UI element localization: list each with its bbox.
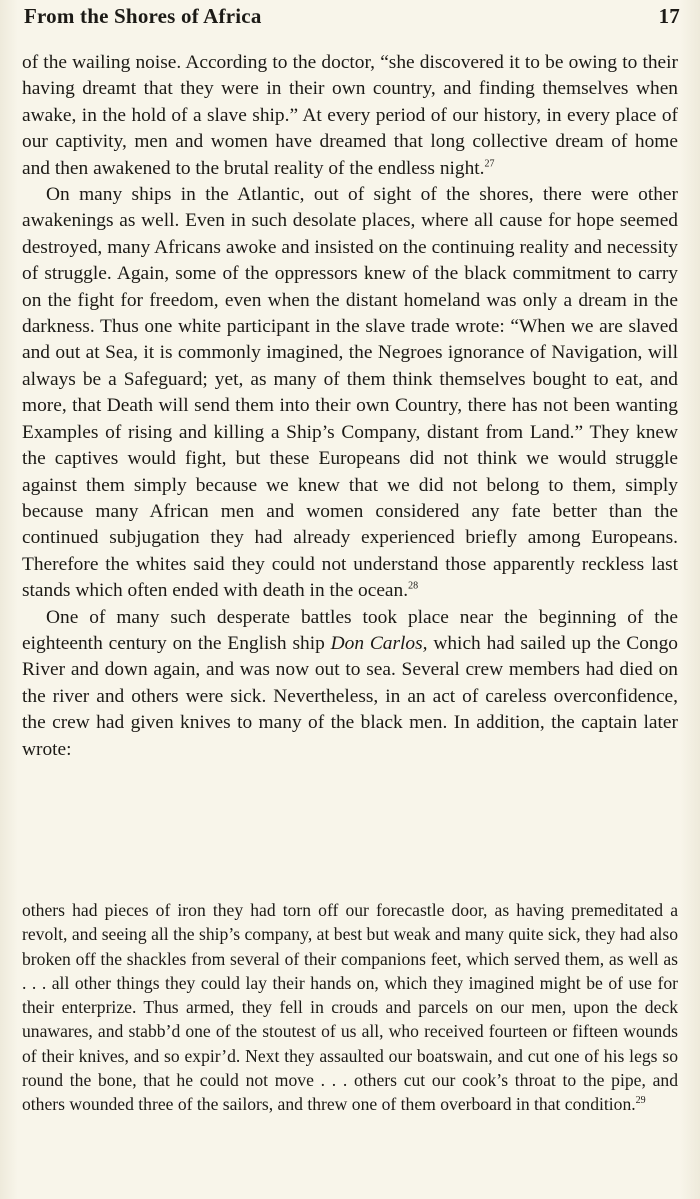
paragraph xyxy=(22,605,678,763)
paragraph-continuation xyxy=(22,50,678,182)
paragraph-text: which had sailed up the Congo River and down again, and was now out to sea. Several crew members had died on the river and others were sick. Nevertheless, in an act of careless overconfidence, the crew had given knives to many of the black men. In addition, the captain later wrote: xyxy=(22,632,678,760)
paragraph-text: of the wailing noise. According to the doctor, “she discovered it to be owing to their having dreamt that they were in their own country, and finding themselves when awake, in the hold of a slave ship.” At every period of our history, in every place of our captivity, men and women have dreamed that long collective dream of home and then awakened to the brutal reality of the endless night. xyxy=(22,52,678,179)
footnote-marker: 29 xyxy=(635,1095,646,1107)
chapter-title: From the Shores of Africa xyxy=(24,4,262,28)
paragraph-text: One of many such desperate battles took place near the beginning of the eighteenth century on the English ship xyxy=(22,606,678,654)
footnote-marker: 28 xyxy=(408,580,419,592)
quote-paragraph xyxy=(22,898,678,1117)
paragraph xyxy=(22,182,678,605)
page-number: 17 xyxy=(658,4,680,28)
block-quote xyxy=(22,898,678,1117)
quote-text: others had pieces of iron they had torn off our forecastle door, as having premeditated a revolt, and seeing all the ship’s company, at best but weak and many quite sick, they had also broken off the shackles from several of their companions feet, which served them, as well as . . . all other things they could lay their hands on, which they imagined might be of use for their enterprize. Thus armed, they fell in crouds and parcels on our men, upon the deck unawares, and stabb’d one of the stoutest of us all, who received fourteen or fifteen wounds of their knives, and so expir’d. Next they assaulted our boatswain, and cut one of his legs so round the bone, that he could not move . . . others cut our cook’s throat to the pipe, and others wounded three of the sailors, and threw one of them overboard in that condition. xyxy=(22,900,678,1115)
body-text xyxy=(22,50,678,763)
footnote-marker: 27 xyxy=(484,158,495,170)
ship-name: Don Carlos, xyxy=(330,632,428,654)
paragraph-text: On many ships in the Atlantic, out of sight of the shores, there were other awakenings as well. Even in such desolate places, where all cause for hope seemed destroyed, many Africans awoke and insisted on the continuing reality and necessity of struggle. Again, some of the oppressors knew of the black commitment to carry on the fight for freedom, even when the distant homeland was only a dream in the darkness. Thus one white participant in the slave trade wrote: “When we are slaved and out at Sea, it is commonly imagined, the Negroes ignorance of Navigation, will always be a Safeguard; yet, as many of them think themselves bought to eat, and more, that Death will send them into their own Country, there has not been wanting Examples of rising and killing a Ship’s Company, distant from Land.” They knew the captives would fight, but these Europeans did not think we would struggle against them simply because we knew that we did not belong to them, simply because many African men and women considered any fate better than the continued subjugation they had already experienced briefly among Europeans. Therefore the whites said they could not understand those apparently reckless last stands which often ended with death in the ocean. xyxy=(22,184,678,602)
running-header xyxy=(24,4,680,30)
